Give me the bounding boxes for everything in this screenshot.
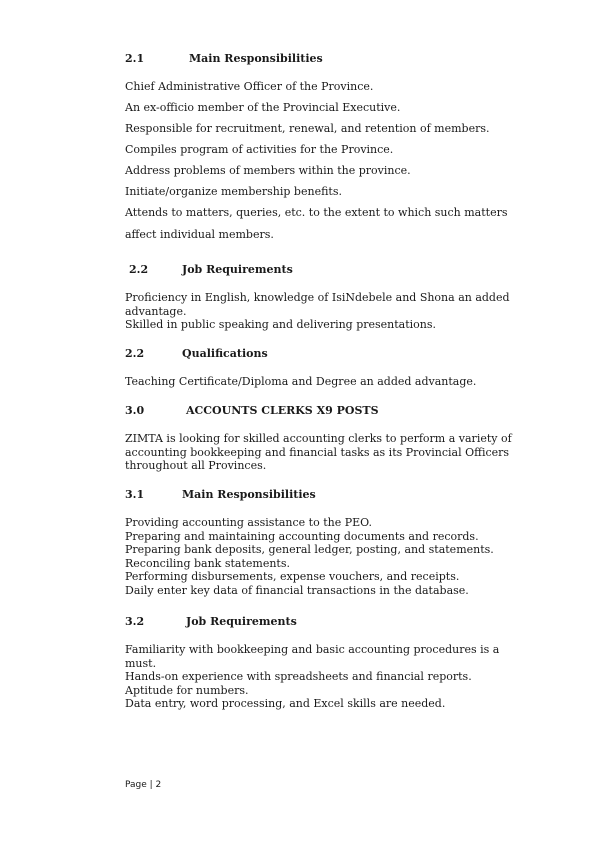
section-title: ACCOUNTS CLERKS X9 POSTS xyxy=(186,404,379,417)
list-item: Initiate/organize membership benefits. xyxy=(125,185,342,198)
section-title: Job Requirements xyxy=(186,615,297,628)
list-item: Hands-on experience with spreadsheets and financial reports. xyxy=(125,670,472,684)
paragraph xyxy=(125,432,525,473)
list-item: Compiles program of activities for the Province. xyxy=(125,143,394,156)
section-heading-3-2 xyxy=(125,615,425,629)
section-heading-2-1 xyxy=(125,52,425,66)
list-item: Aptitude for numbers. xyxy=(125,683,249,697)
list-item: Data entry, word processing, and Excel skills are needed. xyxy=(125,697,446,711)
section-number: 3.0 xyxy=(125,404,145,417)
section-heading-3-0 xyxy=(125,404,445,418)
section-number: 2.2 xyxy=(125,347,145,360)
list-item: Address problems of members within the province. xyxy=(125,164,411,177)
section-heading-2-2-job-requirements xyxy=(129,263,429,277)
list-item: Performing disbursements, expense vouchers, and receipts. xyxy=(125,570,460,584)
section-number: 3.2 xyxy=(125,615,145,628)
section-number: 3.1 xyxy=(125,488,145,501)
section-title: Main Responsibilities xyxy=(189,52,323,65)
list-item: Reconciling bank statements. xyxy=(125,556,290,570)
list-item: An ex-officio member of the Provincial Executive. xyxy=(125,101,401,114)
paragraph xyxy=(125,291,525,332)
list-item: Teaching Certificate/Diploma and Degree an added advantage. xyxy=(125,375,477,388)
paragraph xyxy=(125,643,525,711)
section-heading-2-2-qualifications xyxy=(125,347,425,361)
section-number: 2.1 xyxy=(125,52,145,65)
list-item: Preparing and maintaining accounting documents and records. xyxy=(125,529,479,543)
list-item: Providing accounting assistance to the PEO. xyxy=(125,516,373,529)
paragraph-text: ZIMTA is looking for skilled accounting clerks to perform a variety of accounting bookkeeping and financial tasks as its Provincial Officers throughout all Provinces. xyxy=(125,432,512,473)
list-item: Preparing bank deposits, general ledger, posting, and statements. xyxy=(125,543,494,557)
section-heading-3-1 xyxy=(125,488,425,502)
list-item: Familiarity with bookkeeping and basic accounting procedures is a must. xyxy=(125,643,500,670)
list-item: Responsible for recruitment, renewal, and retention of members. xyxy=(125,122,490,135)
list-item: Proficiency in English, knowledge of IsiNdebele and Shona an added advantage. xyxy=(125,291,510,318)
section-title: Job Requirements xyxy=(182,263,293,276)
page-number-footer: Page | 2 xyxy=(125,780,162,790)
list-item: Daily enter key data of financial transactions in the database. xyxy=(125,583,469,597)
section-title: Qualifications xyxy=(182,347,268,360)
list-item: Skilled in public speaking and delivering presentations. xyxy=(125,318,437,332)
section-title: Main Responsibilities xyxy=(182,488,316,501)
paragraph xyxy=(125,516,525,598)
section-number: 2.2 xyxy=(129,263,149,276)
list-item: Attends to matters, queries, etc. to the extent to which such matters xyxy=(125,206,508,219)
list-item: affect individual members. xyxy=(125,228,274,241)
list-item: Chief Administrative Officer of the Province. xyxy=(125,80,374,93)
